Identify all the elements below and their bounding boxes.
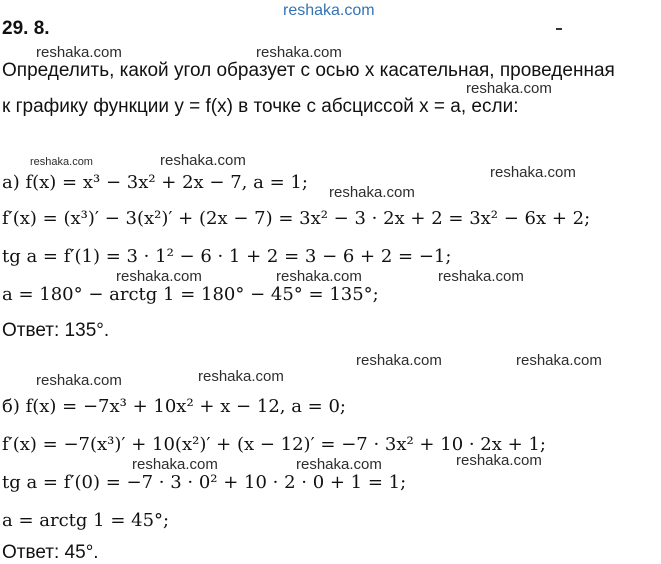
watermark: reshaka.com [36, 372, 122, 389]
part-b-derivative: f′(x) = −7(x³)′ + 10(x²)′ + (x − 12)′ = −7 · 3x² + 10 · 2x + 1; [2, 434, 546, 455]
watermark: reshaka.com [490, 164, 576, 181]
part-b-tangent: tg a = f′(0) = −7 · 3 · 0² + 10 · 2 · 0 + 1 = 1; [2, 472, 407, 493]
watermark: reshaka.com [516, 352, 602, 369]
part-a-condition: а) f(x) = x³ − 3x² + 2x − 7, a = 1; [2, 172, 308, 193]
part-a-derivative: f′(x) = (x³)′ − 3(x²)′ + (2x − 7) = 3x² − 3 · 2x + 2 = 3x² − 6x + 2; [2, 208, 591, 229]
watermark: reshaka.com [438, 268, 524, 285]
watermark: reshaka.com [36, 44, 122, 61]
stray-mark [556, 28, 562, 30]
part-a-angle: a = 180° − arctg 1 = 180° − 45° = 135°; [2, 284, 379, 305]
problem-line-2: к графику функции y = f(x) в точке с абсциссой x = a, если: [2, 96, 519, 117]
part-b-condition: б) f(x) = −7x³ + 10x² + x − 12, a = 0; [2, 396, 346, 417]
watermark: reshaka.com [296, 456, 382, 473]
part-b-angle: a = arctg 1 = 45°; [2, 510, 170, 531]
watermark: reshaka.com [116, 268, 202, 285]
watermark: reshaka.com [256, 44, 342, 61]
problem-number: 29. 8. [2, 18, 50, 39]
problem-line-1: Определить, какой угол образует с осью x касательная, проведенная [2, 60, 615, 81]
part-b-answer: Ответ: 45°. [2, 542, 99, 563]
watermark: reshaka.com [160, 152, 246, 169]
watermark-top: reshaka.com [283, 2, 375, 19]
watermark: reshaka.com [276, 268, 362, 285]
part-a-tangent: tg a = f′(1) = 3 · 1² − 6 · 1 + 2 = 3 − 6 + 2 = −1; [2, 246, 452, 267]
part-a-answer: Ответ: 135°. [2, 320, 110, 341]
watermark: reshaka.com [329, 184, 415, 201]
watermark: reshaka.com [132, 456, 218, 473]
watermark: reshaka.com [356, 352, 442, 369]
watermark: reshaka.com [198, 368, 284, 385]
watermark: reshaka.com [456, 452, 542, 469]
watermark: reshaka.com [30, 156, 93, 168]
watermark: reshaka.com [466, 80, 552, 97]
